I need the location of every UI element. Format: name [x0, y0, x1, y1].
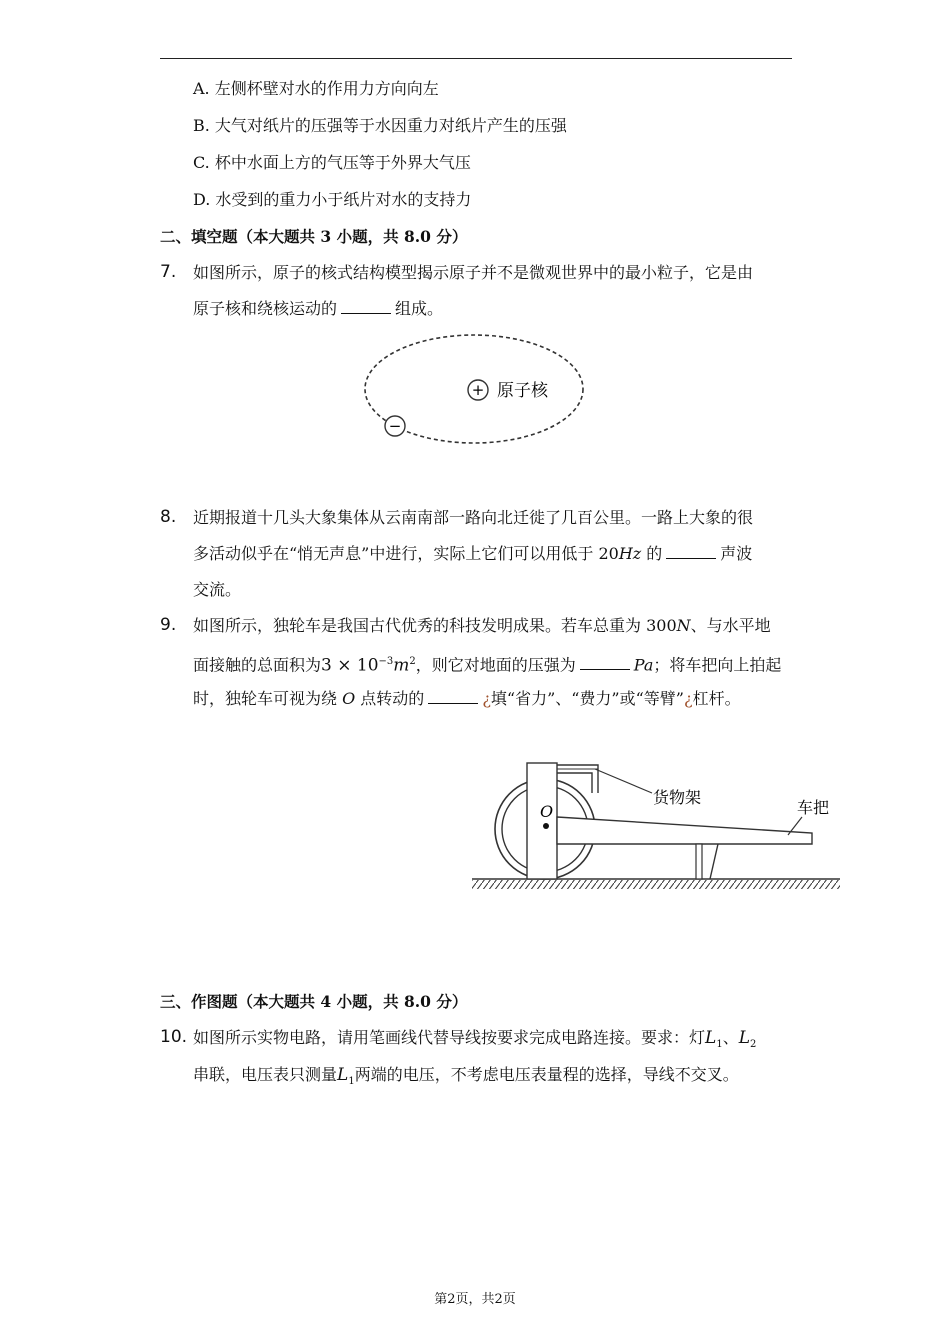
q8-text-before: 多活动似乎在“悄无声息”中进行，实际上它们可以用低于 20	[193, 544, 619, 563]
q9-unit-pa: Pa	[633, 655, 654, 675]
cargo-rack-label: 货物架	[653, 788, 702, 807]
header-rule	[160, 58, 792, 59]
option-b: B. 大气对纸片的压强等于水因重力对纸片产生的压强	[193, 116, 567, 135]
q8-line1: 近期报道十几头大象集体从云南南部一路向北迁徙了几百公里。一路上大象的很	[193, 508, 754, 527]
q8-line3: 交流。	[193, 580, 242, 599]
section-title-drawing: 三、作图题（本大题共 4 小题，共 8.0 分）	[160, 992, 468, 1011]
question-number-7: 7.	[160, 262, 177, 282]
q7-text-before: 原子核和绕核运动的	[193, 299, 338, 318]
pivot-label-o: O	[540, 802, 554, 821]
q7-text-after: 组成。	[395, 299, 444, 318]
q9-mark-1: ¿	[482, 689, 491, 708]
q9-answer-blank-2[interactable]	[428, 689, 478, 704]
q9-text-mid3: 点转动的	[355, 689, 425, 708]
q9-unit-n: N	[676, 616, 691, 635]
q9-text-before2: 面接触的总面积为	[193, 655, 322, 675]
q9-line1	[193, 616, 771, 636]
q9-text-before: 如图所示，独轮车是我国古代优秀的科技发明成果。若车总重为 300	[193, 616, 677, 635]
question-number-9: 9.	[160, 615, 177, 635]
q9-text-after2: ；将车把向上拍起	[653, 655, 782, 675]
q10-line1	[193, 1028, 756, 1055]
electron-minus-sign: −	[388, 417, 402, 435]
q9-math-exp2: 2	[409, 656, 416, 667]
q10-text-before2: 串联，电压表只测量	[193, 1065, 338, 1084]
q7-answer-blank[interactable]	[341, 299, 391, 314]
q9-point-o: O	[342, 689, 356, 708]
q9-answer-blank-1[interactable]	[580, 655, 630, 670]
q8-unit-hz: Hz	[618, 544, 642, 563]
option-c: C. 杯中水面上方的气压等于外界大气压	[193, 153, 471, 172]
q8-line2	[193, 544, 752, 564]
q10-sub-1-ref: 1	[348, 1076, 355, 1088]
support-leg-brace	[710, 844, 718, 879]
q9-line2	[193, 652, 781, 675]
nucleus-label: 原子核	[497, 381, 548, 401]
q9-text-after3: 杠杆。	[692, 689, 741, 708]
q9-text-before3: 时，独轮车可视为绕	[193, 689, 343, 708]
question-number-8: 8.	[160, 507, 177, 527]
q10-line2	[193, 1065, 739, 1092]
handle-label: 车把	[797, 798, 830, 817]
q10-text-before: 如图所示实物电路，请用笔画线代替导线按要求完成电路连接。要求：灯	[193, 1028, 706, 1047]
q10-text-after2: 两端的电压，不考虑电压表量程的选择，导线不交叉。	[354, 1065, 739, 1084]
support-leg	[696, 844, 702, 879]
q9-math-unit: m	[393, 655, 410, 676]
q8-text-after: 声波	[720, 544, 753, 563]
wheelbarrow-figure	[470, 755, 842, 895]
nucleus-plus-sign: +	[471, 381, 485, 399]
q10-lamp-l2: L	[738, 1028, 750, 1048]
q10-sub-2: 2	[750, 1039, 757, 1051]
q9-math-coef: 3 × 10	[321, 655, 379, 676]
q9-mark-2: ¿	[683, 689, 693, 708]
q9-fill-hint: 填“省力”、“费力”或“等臂”	[490, 689, 684, 708]
wheel-frame	[527, 763, 557, 879]
q9-math-exp: −3	[378, 656, 394, 667]
q10-lamp-l1-ref: L	[337, 1065, 349, 1085]
q8-answer-blank[interactable]	[666, 544, 716, 559]
rack-leader-line	[595, 769, 652, 793]
q7-line2	[193, 299, 443, 319]
q9-text-after: 、与水平地	[690, 616, 771, 635]
q10-separator: 、	[722, 1028, 739, 1047]
q9-line3	[193, 689, 741, 709]
section-title-fill-in: 二、填空题（本大题共 3 小题，共 8.0 分）	[160, 227, 468, 246]
ground-hatch	[472, 880, 840, 889]
q9-text-mid2: ，则它对地面的压强为	[415, 655, 576, 675]
q8-text-mid: 的	[641, 544, 663, 563]
page-footer: 第2页，共2页	[434, 1292, 516, 1307]
question-number-10: 10.	[160, 1027, 188, 1047]
option-d: D. 水受到的重力小于纸片对水的支持力	[193, 190, 472, 209]
pivot-point	[543, 823, 549, 829]
handle-beam	[557, 817, 812, 844]
q7-line1: 如图所示，原子的核式结构模型揭示原子并不是微观世界中的最小粒子，它是由	[193, 263, 754, 282]
option-a: A. 左侧杯壁对水的作用力方向向左	[193, 79, 439, 98]
q10-lamp-l1: L	[705, 1028, 717, 1048]
atom-model-figure	[360, 330, 590, 450]
q10-sub-1: 1	[716, 1039, 723, 1051]
